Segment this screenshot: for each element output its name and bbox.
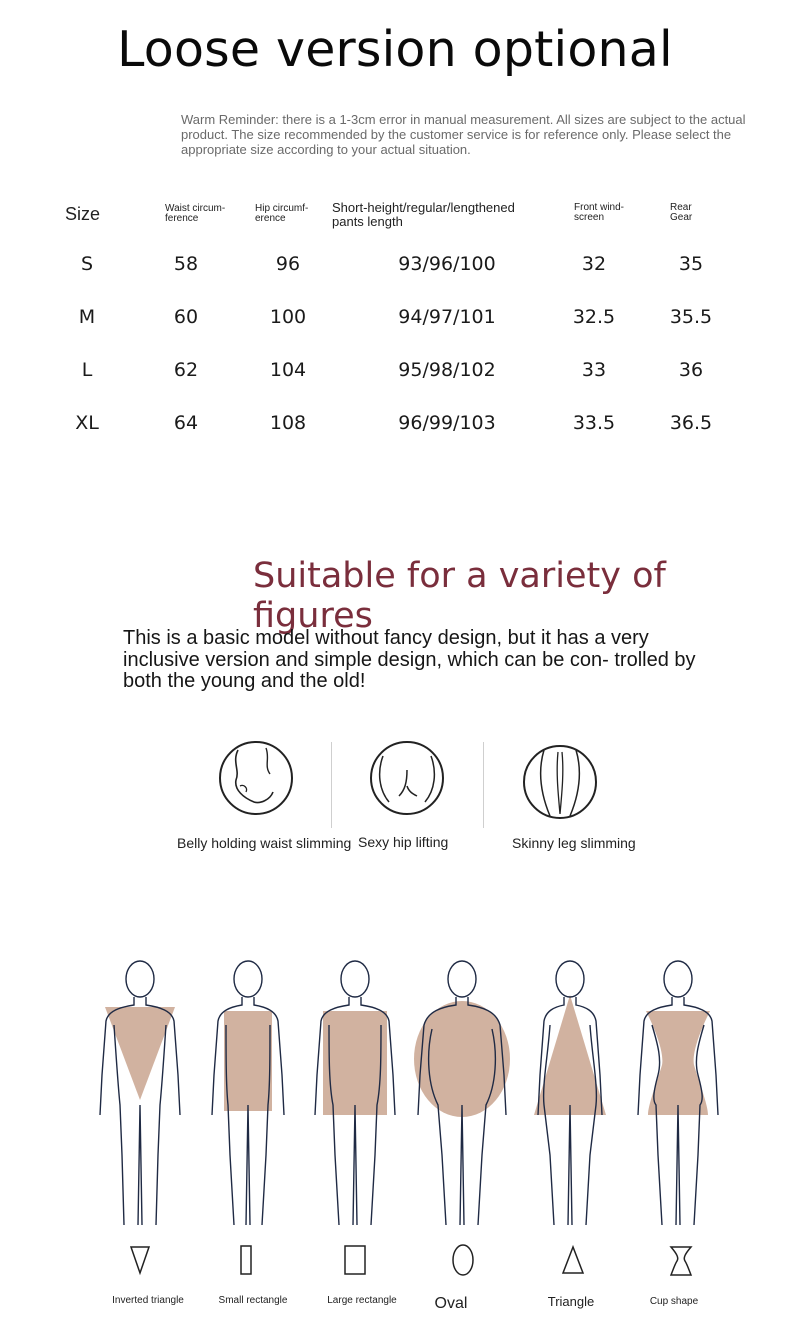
- cell-hip: 96: [275, 253, 301, 275]
- triangle-figure-icon: [520, 955, 620, 1235]
- large-rectangle-icon: [343, 1244, 367, 1276]
- header-length-line1: Short-height/regular/lengthened: [332, 200, 515, 215]
- body-type-label-inverted-triangle: Inverted triangle: [112, 1295, 184, 1306]
- cell-hip: 104: [269, 359, 307, 381]
- header-rear: [670, 203, 692, 223]
- table-row: [0, 412, 790, 434]
- header-waist-line1: Waist circum-: [165, 203, 226, 214]
- body-type-label-small-rectangle: Small rectangle: [218, 1295, 288, 1306]
- belly-circle-icon: [218, 740, 294, 816]
- feature-divider: [483, 742, 484, 828]
- cell-rear: 36.5: [669, 412, 713, 434]
- cell-front: 32: [581, 253, 607, 275]
- cell-rear: 36: [678, 359, 704, 381]
- cell-length: 94/97/101: [398, 306, 496, 328]
- cell-front: 33: [581, 359, 607, 381]
- table-row: [0, 253, 790, 275]
- cell-length: 95/98/102: [398, 359, 496, 381]
- cell-rear: 35: [678, 253, 704, 275]
- feature-divider: [331, 742, 332, 828]
- description-text: This is a basic model without fancy design, but it has a very inclusive version and simple design, which can be con- trolled by both the young and the old!: [123, 627, 696, 692]
- small-rectangle-figure-icon: [198, 955, 298, 1235]
- header-hip-line1: Hip circumf-: [255, 203, 309, 214]
- feature-label-belly: Belly holding waist slimming: [177, 835, 352, 851]
- cell-size: M: [78, 306, 96, 328]
- header-rear-line2: Gear: [670, 212, 693, 223]
- cell-front: 32.5: [572, 306, 616, 328]
- cell-size: XL: [75, 412, 99, 434]
- body-type-label-triangle: Triangle: [547, 1294, 595, 1309]
- oval-figure-icon: [410, 955, 514, 1235]
- cell-front: 33.5: [572, 412, 616, 434]
- oval-icon: [450, 1242, 476, 1278]
- cell-waist: 62: [173, 359, 199, 381]
- header-rear-line1: Rear: [670, 202, 692, 213]
- warm-reminder: Warm Reminder: there is a 1-3cm error in manual measurement. All sizes are subject to the actual product. The size recommended by the customer service is for reference only. Please select the appropriate size according to your actual situation.: [181, 112, 746, 157]
- inverted-triangle-figure-icon: [90, 955, 190, 1235]
- cell-hip: 100: [269, 306, 307, 328]
- feature-label-leg: Skinny leg slimming: [512, 835, 636, 851]
- header-hip: [255, 204, 308, 224]
- body-type-label-cup-shape: Cup shape: [649, 1296, 699, 1307]
- body-type-label-oval: Oval: [434, 1295, 468, 1312]
- page-title: Loose version optional: [117, 21, 673, 78]
- cell-waist: 58: [173, 253, 199, 275]
- header-waist-line2: ference: [165, 213, 199, 224]
- header-waist: [165, 204, 225, 224]
- cell-hip: 108: [269, 412, 307, 434]
- cup-shape-figure-icon: [628, 955, 728, 1235]
- cell-waist: 64: [173, 412, 199, 434]
- header-size: Size: [65, 204, 101, 224]
- cell-waist: 60: [173, 306, 199, 328]
- feature-label-hip: Sexy hip lifting: [358, 834, 449, 850]
- cell-length: 96/99/103: [398, 412, 496, 434]
- large-rectangle-figure-icon: [305, 955, 405, 1235]
- header-length-line2: pants length: [332, 214, 403, 229]
- cell-length: 93/96/100: [398, 253, 496, 275]
- table-row: [0, 306, 790, 328]
- header-length: [332, 201, 515, 229]
- cell-rear: 35.5: [669, 306, 713, 328]
- section-subtitle: Suitable for a variety of figures: [253, 556, 666, 636]
- hip-circle-icon: [369, 740, 445, 816]
- table-row: [0, 359, 790, 381]
- body-type-label-large-rectangle: Large rectangle: [327, 1295, 397, 1306]
- header-front-line2: screen: [574, 212, 605, 223]
- inverted-triangle-icon: [128, 1244, 152, 1276]
- cup-shape-icon: [668, 1244, 694, 1278]
- header-front-line1: Front wind-: [574, 202, 625, 213]
- cell-size: S: [80, 253, 94, 275]
- cell-size: L: [81, 359, 93, 381]
- triangle-icon: [560, 1244, 586, 1276]
- header-hip-line2: erence: [255, 213, 286, 224]
- header-front: [574, 203, 624, 223]
- small-rectangle-icon: [236, 1244, 256, 1276]
- leg-circle-icon: [522, 744, 598, 820]
